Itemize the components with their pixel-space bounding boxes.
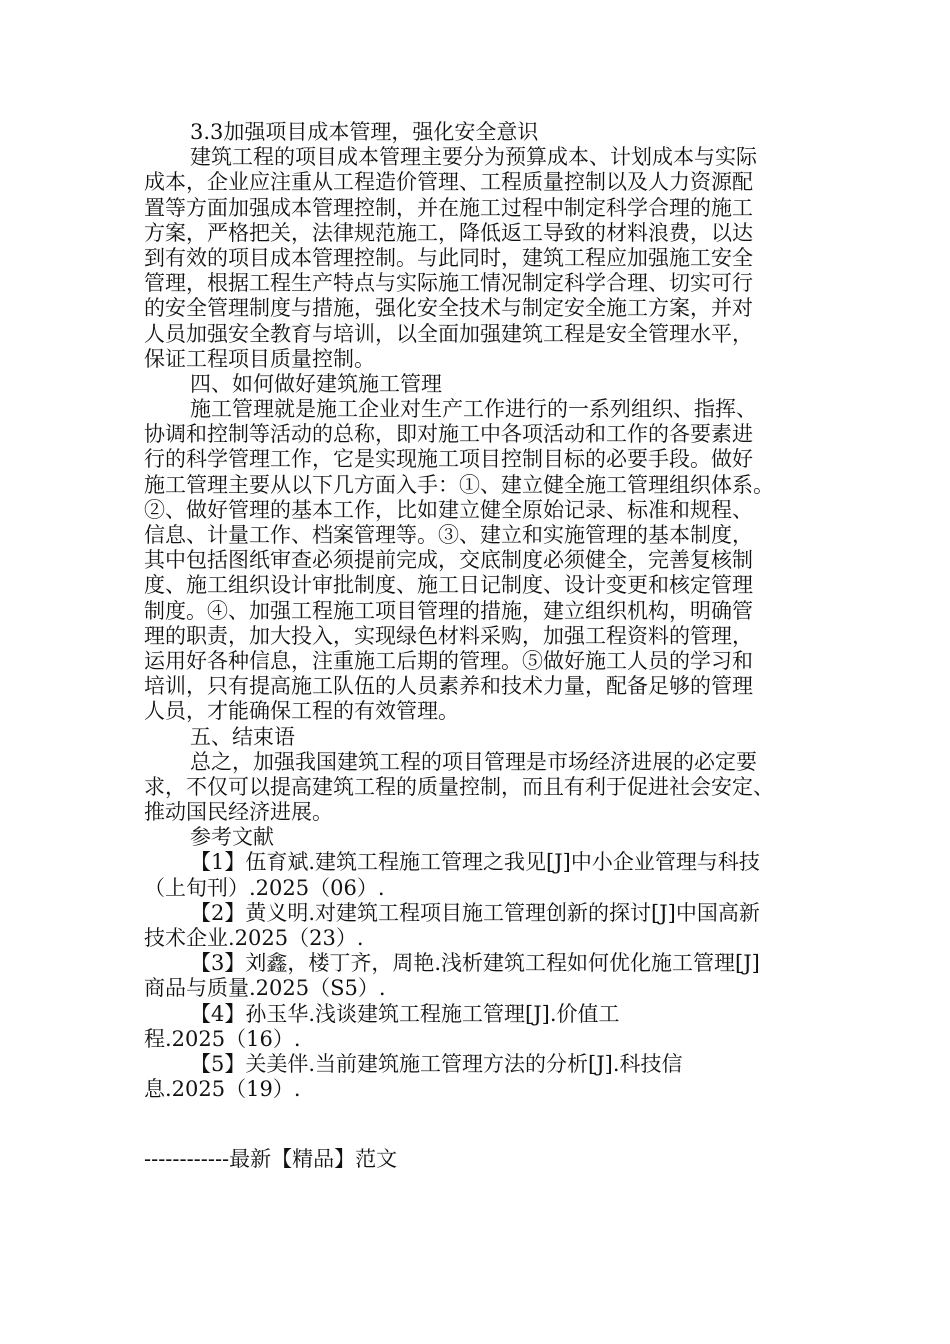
reference-line: 【3】刘鑫，楼丁齐，周艳.浅析建筑工程如何优化施工管理[J]	[190, 951, 760, 976]
paragraph-line: 到有效的项目成本管理控制。与此同时，建筑工程应加强施工安全	[144, 245, 753, 270]
paragraph-line: 推动国民经济进展。	[144, 800, 333, 825]
paragraph-line: 成本，企业应注重从工程造价管理、工程质量控制以及人力资源配	[144, 170, 753, 195]
paragraph-line: 求，不仅可以提高建筑工程的质量控制，而且有利于促进社会安定、	[144, 774, 774, 799]
paragraph-line: 施工管理主要从以下几方面入手：①、建立健全施工管理组织体系。	[144, 472, 774, 497]
reference-line: （上旬刊）.2025（06）.	[144, 875, 385, 900]
reference-line: 程.2025（16）.	[144, 1026, 301, 1051]
paragraph-line: 度、施工组织设计审批制度、施工日记制度、设计变更和核定管理	[144, 573, 753, 598]
paragraph-line: 协调和控制等活动的总称，即对施工中各项活动和工作的各要素进	[144, 422, 753, 447]
paragraph-line: 行的科学管理工作，它是实现施工项目控制目标的必要手段。做好	[144, 447, 753, 472]
paragraph-line: 信息、计量工作、档案管理等。③、建立和实施管理的基本制度，	[144, 523, 753, 547]
reference-line: 息.2025（19）.	[144, 1077, 301, 1102]
reference-line: 【1】伍育斌.建筑工程施工管理之我见[J]中小企业管理与科技	[190, 850, 760, 875]
paragraph-line: 管理，根据工程生产特点与实际施工情况制定科学合理、切实可行	[144, 271, 753, 296]
paragraph-line: 理的职责，加大投入，实现绿色材料采购，加强工程资料的管理，	[144, 623, 753, 648]
paragraph-line: 施工管理就是施工企业对生产工作进行的一系列组织、指挥、	[190, 397, 757, 422]
paragraph-line: 人员，才能确保工程的有效管理。	[144, 699, 459, 724]
paragraph-line: 置等方面加强成本管理控制，并在施工过程中制定科学合理的施工	[144, 195, 753, 220]
paragraph-line: 其中包括图纸审查必须提前完成，交底制度必须健全，完善复核制	[144, 548, 753, 573]
footer-text: ------------最新【精品】范文	[144, 1147, 398, 1171]
paragraph-line: ②、做好管理的基本工作，比如建立健全原始记录、标准和规程、	[144, 497, 753, 522]
paragraph-line: 运用好各种信息，注重施工后期的管理。⑤做好施工人员的学习和	[144, 648, 753, 673]
paragraph-line: 制度。④、加强工程施工项目管理的措施，建立组织机构，明确管	[144, 598, 753, 623]
reference-line: 【4】孙玉华.浅谈建筑工程施工管理[J].价值工	[190, 1001, 620, 1026]
paragraph-line: 的安全管理制度与措施，强化安全技术与制定安全施工方案，并对	[144, 296, 753, 321]
paragraph-line: 建筑工程的项目成本管理主要分为预算成本、计划成本与实际	[190, 145, 757, 170]
paragraph-line: 人员加强安全教育与培训，以全面加强建筑工程是安全管理水平，	[144, 321, 753, 346]
document-body	[144, 120, 808, 1102]
paragraph-line: 方案，严格把关，法律规范施工，降低返工导致的材料浪费，以达	[144, 220, 753, 245]
section-heading-3-3: 3.3加强项目成本管理，强化安全意识	[190, 120, 539, 144]
section-heading-4: 四、如何做好建筑施工管理	[190, 371, 442, 396]
reference-line: 技术企业.2025（23）.	[144, 926, 364, 950]
reference-line: 商品与质量.2025（S5）.	[144, 976, 386, 1001]
paragraph-line: 培训，只有提高施工队伍的人员素养和技术力量，配备足够的管理	[144, 674, 753, 699]
reference-line: 【2】黄义明.对建筑工程项目施工管理创新的探讨[J]中国高新	[190, 900, 760, 925]
reference-line: 【5】关美伴.当前建筑施工管理方法的分析[J].科技信	[190, 1051, 683, 1076]
references-heading: 参考文献	[190, 825, 274, 850]
paragraph-line: 总之，加强我国建筑工程的项目管理是市场经济进展的必定要	[190, 749, 757, 774]
section-heading-5: 五、结束语	[190, 724, 295, 749]
paragraph-line: 保证工程项目质量控制。	[144, 346, 375, 371]
